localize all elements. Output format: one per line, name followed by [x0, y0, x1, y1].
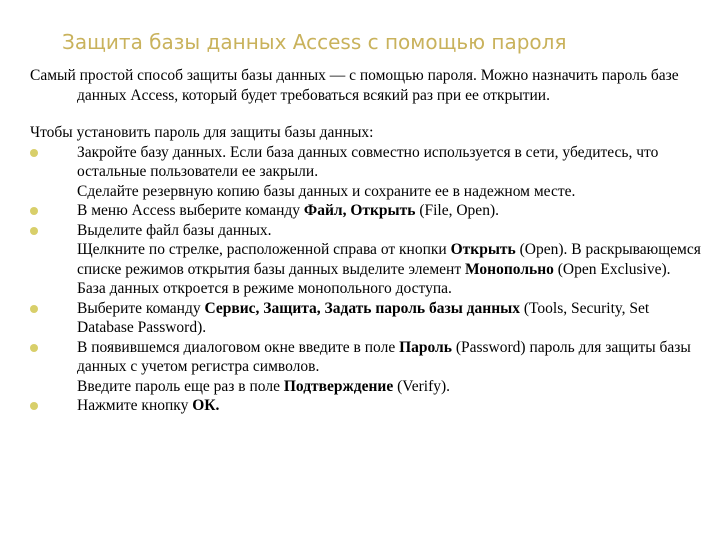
bullet-icon [30, 402, 38, 410]
step-text-part: (Tools, Security, Set Database Password). [77, 299, 650, 336]
step-text: Сделайте резервную копию базы данных и сохраните ее в надежном месте. [77, 182, 576, 200]
step-text-part: В появившемся диалоговом окне введите в поле [77, 338, 400, 356]
step-text [77, 338, 702, 377]
list-item-press-ok [30, 396, 702, 416]
step-text-part: Выберите команду [77, 299, 205, 317]
step-text-part: (Open). В раскрывающемся списке режимов открытия базы данных выделите элемент [77, 241, 701, 278]
step-text-part: (Verify). [393, 377, 451, 395]
bullet-icon [30, 149, 38, 157]
step-text [77, 201, 702, 221]
step-text-part: (File, Open). [415, 202, 499, 219]
step-text [77, 240, 702, 299]
list-item-file-open [30, 201, 702, 221]
list-item-select-file [30, 221, 702, 299]
bullet-icon [30, 305, 38, 313]
menu-command: Файл, Открыть [303, 202, 416, 219]
bullet-icon [30, 207, 38, 215]
step-text-part: В меню Access выберите команду [77, 202, 304, 219]
bullet-icon [30, 344, 38, 352]
step-text-part: Введите пароль еще раз в поле [77, 377, 284, 395]
menu-command: Сервис, Защита, Задать пароль базы данных [204, 299, 520, 317]
list-lead: Чтобы установить пароль для защиты базы данных: [30, 124, 374, 141]
button-name: Открыть [450, 241, 516, 258]
step-text [77, 299, 702, 338]
intro-paragraph: Самый простой способ защиты базы данных — с помощью пароля. Можно назначить пароль базе данных Access, который будет требоваться всякий раз при ее открытии. [30, 67, 679, 104]
step-text-part: Щелкните по стрелке, расположенной справа от кнопки [77, 241, 451, 258]
field-name: Подтверждение [283, 377, 394, 395]
step-text-part: Нажмите кнопку [77, 397, 193, 414]
list-item-enter-password [30, 338, 702, 397]
slide-body [30, 66, 702, 416]
field-name: Пароль [399, 338, 452, 356]
step-text [77, 377, 702, 397]
step-text-part: (Password) пароль для защиты базы данных с учетом регистра символов. [77, 338, 691, 375]
bullet-icon [30, 227, 38, 235]
step-text: Закройте базу данных. Если база данных совместно используется в сети, убедитесь, что остальные пользователи ее закрыли. [77, 143, 659, 180]
list-item-close-database [30, 143, 702, 202]
slide-title: Защита базы данных Access с помощью пароля [62, 30, 567, 54]
list-item-set-password-command [30, 299, 702, 338]
button-name: ОК. [192, 397, 220, 414]
steps-list [30, 143, 702, 416]
step-text [77, 396, 702, 416]
step-text-part: (Open Exclusive). База данных откроется в режиме монопольного доступа. [77, 260, 671, 297]
step-text: Выделите файл базы данных. [77, 221, 272, 239]
option-name: Монопольно [464, 260, 554, 278]
